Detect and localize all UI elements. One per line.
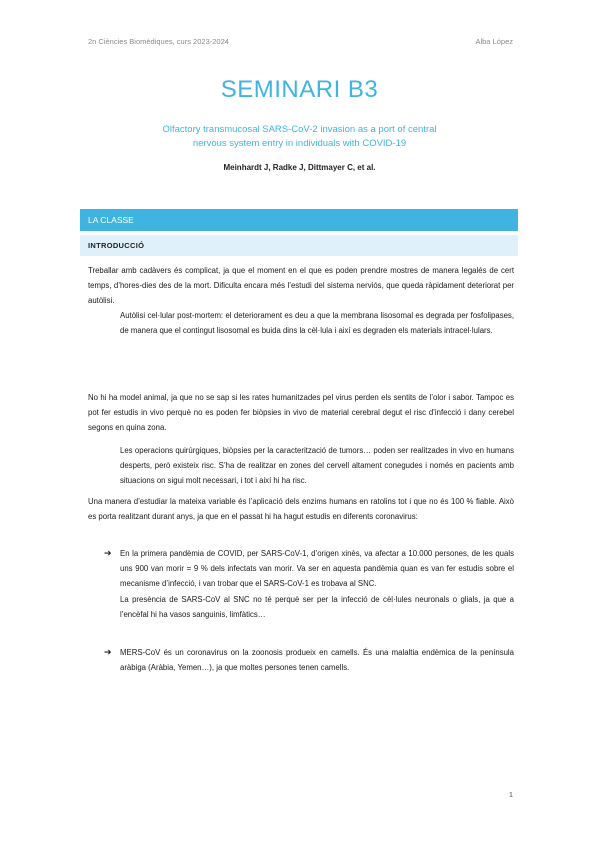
- list-item-body: [120, 546, 514, 622]
- list-item-text: MERS-CoV és un coronavirus on la zoonosis produeix en camells. És una malaltia endèmica de la península aràbiga (Aràbia, Yemen…), ja que moltes persones tenen camells.: [120, 648, 514, 673]
- arrow-right-icon: ➔: [104, 548, 112, 558]
- header-author: Alba López: [475, 37, 513, 46]
- header-course: 2n Ciències Biomèdiques, curs 2023-2024: [88, 37, 229, 46]
- list-item-mers-cov: [104, 645, 514, 675]
- page-title: SEMINARI B3: [220, 76, 379, 103]
- article-title-line-2: nervous system entry in individuals with COVID-19: [192, 138, 407, 149]
- paragraph-surgery-note: Les operacions quirúrgiques, biòpsies per la caracterització de tumors… poden ser realitzades in vivo en humans desperts, però existeix risc. S’ha de realitzar en zones del cervell altament conegudes i només en pacients amb situacions on sigui molt necessari, i tot i així hi ha risc.: [120, 446, 514, 486]
- paragraph-autolysis-note: Autòlisi cel·lular post-mortem: el deteriorament es deu a que la membrana lisosomal es degrada per fosfolipases, de manera que el contingut lisosomal es buida dins la cèl·lula i així es degraden els materials intracel·lulars.: [120, 311, 514, 336]
- list-item-text: En la primera pandèmia de COVID, per SARS-CoV-1, d’origen xinès, va afectar a 10.000 persones, de les quals uns 900 van morir = 9 % dels infectats van morir. Va ser en aquesta pandèmia quan es van fer estudis sobre el mecanisme d’infecció, i van trobar que el SARS-CoV-1 es trobava al SNC.: [120, 549, 514, 589]
- page-number: 1: [508, 790, 513, 799]
- paragraph-animal-model: No hi ha model animal, ja que no se sap si les rates humanitzades pel virus perden els sentits de l’olor i sabor. Tampoc es pot fer estudis in vivo perquè no es poden fer biòpsies in vivo de material cerebral degut el risc d’infecció i dany cerebel segons en quina zona.: [88, 393, 514, 433]
- article-title-line-1: Olfactory transmucosal SARS-CoV-2 invasion as a port of central: [162, 124, 437, 135]
- section-heading: LA CLASSE: [80, 209, 518, 231]
- arrow-right-icon: ➔: [104, 647, 112, 657]
- article-authors: Meinhardt J, Radke J, Dittmayer C, et al.: [223, 163, 376, 172]
- article-title: [0, 123, 599, 151]
- list-item-sars-cov-1: [104, 546, 514, 622]
- paragraph-enzymes: Una manera d’estudiar la mateixa variable és l’aplicació dels enzims humans en ratolins tot i que no és 100 % fiable. Això es porta realitzant durant anys, ja que en el passat hi ha hagut estudis en diferents coronavirus:: [88, 497, 514, 522]
- list-item-extra-text: La presència de SARS-CoV al SNC no té perquè ser per la infecció de cèl·lules neuronals o glials, ja que a l’encèfal hi ha vasos sanguinis, limfàtics…: [120, 594, 514, 619]
- paragraph-cadavers: Treballar amb cadàvers és complicat, ja que el moment en el que es poden prendre mostres de manera legalés de cert temps, d’hores-dies des de la mort. Dificulta encara més l’estudi del sistema nerviós, que queda ràpidament deteriorat per autòlisi.: [88, 266, 514, 306]
- subsection-heading: INTRODUCCIÓ: [80, 235, 518, 256]
